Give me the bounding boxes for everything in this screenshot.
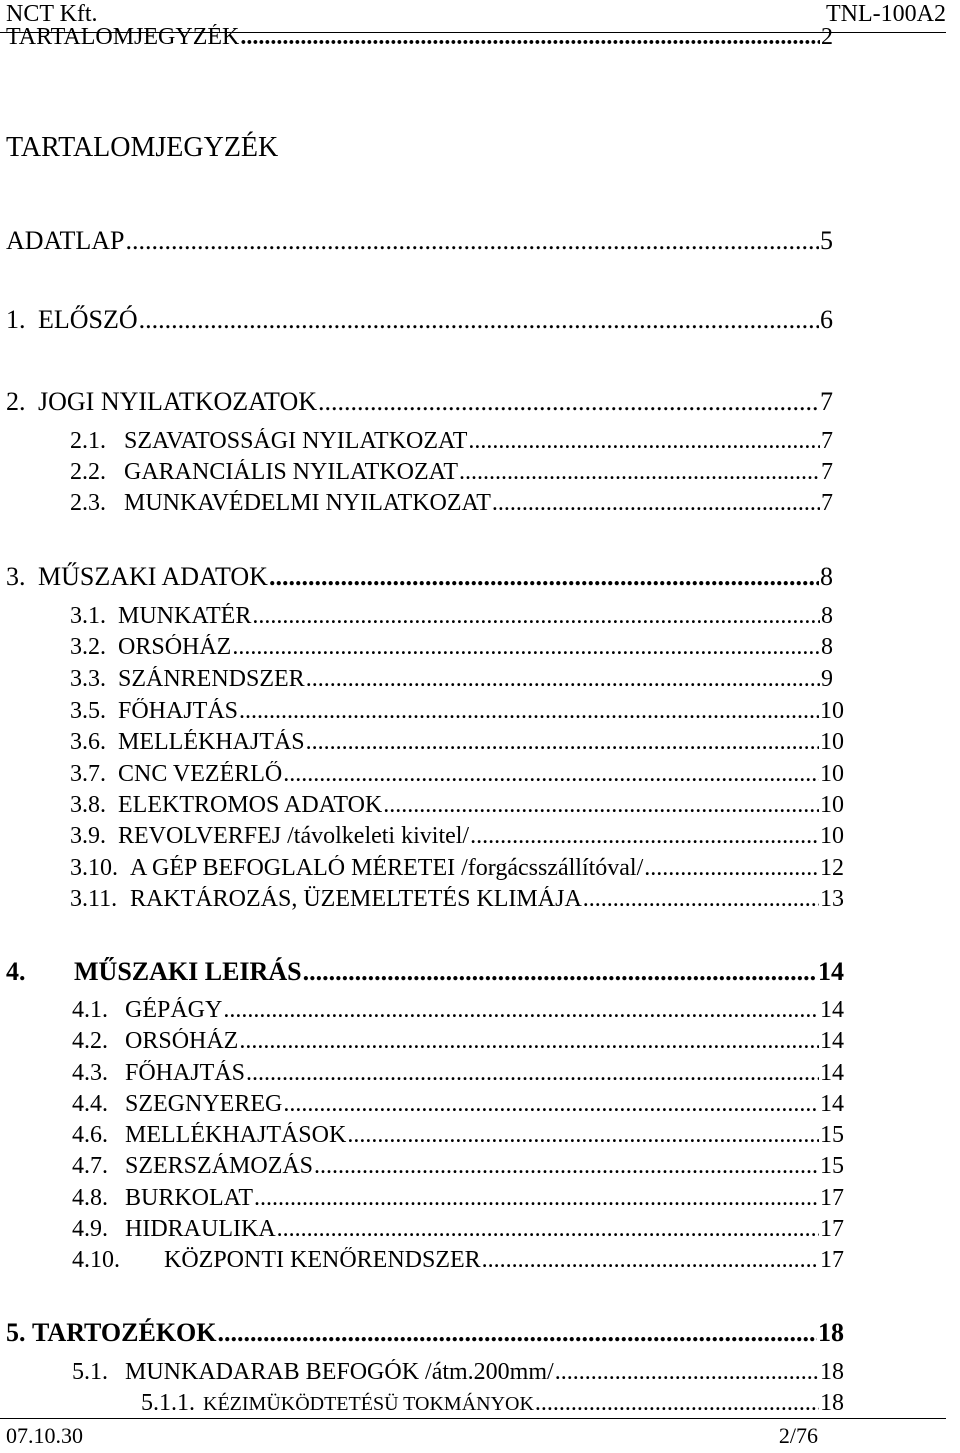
toc-entry[interactable]: 2.2. GARANCIÁLIS NYILATKOZAT ..... 7 [70, 459, 833, 486]
footer-page-number: 2/76 [778, 1423, 818, 1448]
toc-entry[interactable]: 5.1. MUNKADARAB BEFOGÓK /átm.200mm/ ..... 18 [72, 1359, 844, 1386]
toc-entry[interactable]: ADATLAP ..... 5 [6, 226, 833, 256]
toc-entry[interactable]: 4.6. MELLÉKHAJTÁSOK ..... 15 [72, 1122, 844, 1149]
toc-entry[interactable]: 4. MŰSZAKI LEIRÁS ..... 14 [6, 957, 844, 987]
footer-date: 07.10.30 [6, 1423, 83, 1448]
toc-entry[interactable]: 5. TARTOZÉKOK ..... 18 [6, 1318, 844, 1348]
toc-entry[interactable]: 3. MŰSZAKI ADATOK ..... 8 [6, 562, 833, 592]
toc-entry[interactable]: 4.2. ORSÓHÁZ ..... 14 [72, 1028, 844, 1055]
toc-entry[interactable]: 3.6. MELLÉKHAJTÁS ..... 10 [70, 729, 844, 756]
toc-entry[interactable]: 3.3. SZÁNRENDSZER ..... 9 [70, 666, 833, 693]
toc-heading: TARTALOMJEGYZÉK [6, 132, 279, 163]
toc-entry[interactable]: 2.1. SZAVATOSSÁGI NYILATKOZAT ..... 7 [70, 428, 833, 455]
toc-entry[interactable]: 3.5. FŐHAJTÁS ..... 10 [70, 698, 844, 725]
toc-entry[interactable]: 4.9. HIDRAULIKA ..... 17 [72, 1216, 844, 1243]
toc-entry[interactable]: 3.10. A GÉP BEFOGLALÓ MÉRETEI /forgácsszállítóval/ ..... 12 [70, 855, 844, 882]
header-model: TNL-100A2 [826, 1, 946, 27]
toc-entry[interactable]: 2.3. MUNKAVÉDELMI NYILATKOZAT ..... 7 [70, 490, 833, 517]
toc-entry[interactable]: 3.1. MUNKATÉR ..... 8 [70, 603, 833, 630]
toc-entry[interactable]: 5.1.1. KÉZIMÜKÖDTETÉSÜ TOKMÁNYOK ..... 18 [141, 1390, 844, 1417]
toc-entry[interactable]: 3.9. REVOLVERFEJ /távolkeleti kivitel/ ..... 10 [70, 823, 844, 850]
page-footer [0, 1418, 946, 1448]
toc-entry[interactable]: 3.8. ELEKTROMOS ADATOK ..... 10 [70, 792, 844, 819]
toc-entry[interactable]: 4.1. GÉPÁGY ..... 14 [72, 997, 844, 1024]
toc-entry[interactable]: 3.7. CNC VEZÉRLŐ ..... 10 [70, 761, 844, 788]
toc-entry[interactable]: 4.10. KÖZPONTI KENŐRENDSZER ..... 17 [72, 1247, 844, 1274]
toc-entry[interactable]: 4.4. SZEGNYEREG ..... 14 [72, 1091, 844, 1118]
toc-entry[interactable]: 4.7. SZERSZÁMOZÁS ..... 15 [72, 1153, 844, 1180]
toc-entry[interactable]: 1. ELŐSZÓ ..... 6 [6, 305, 833, 335]
toc-entry[interactable]: 3.11. RAKTÁROZÁS, ÜZEMELTETÉS KLIMÁJA ..... 13 [70, 886, 844, 913]
toc-entry[interactable]: 3.2. ORSÓHÁZ ..... 8 [70, 634, 833, 661]
toc-entry-top[interactable]: TARTALOMJEGYZÉK ..... 2 [6, 24, 833, 51]
toc-entry[interactable]: 4.8. BURKOLAT ..... 17 [72, 1185, 844, 1212]
toc-entry[interactable]: 2. JOGI NYILATKOZATOK ..... 7 [6, 387, 833, 417]
toc-entry[interactable]: 4.3. FŐHAJTÁS ..... 14 [72, 1060, 844, 1087]
header-company: NCT Kft. [6, 1, 98, 27]
